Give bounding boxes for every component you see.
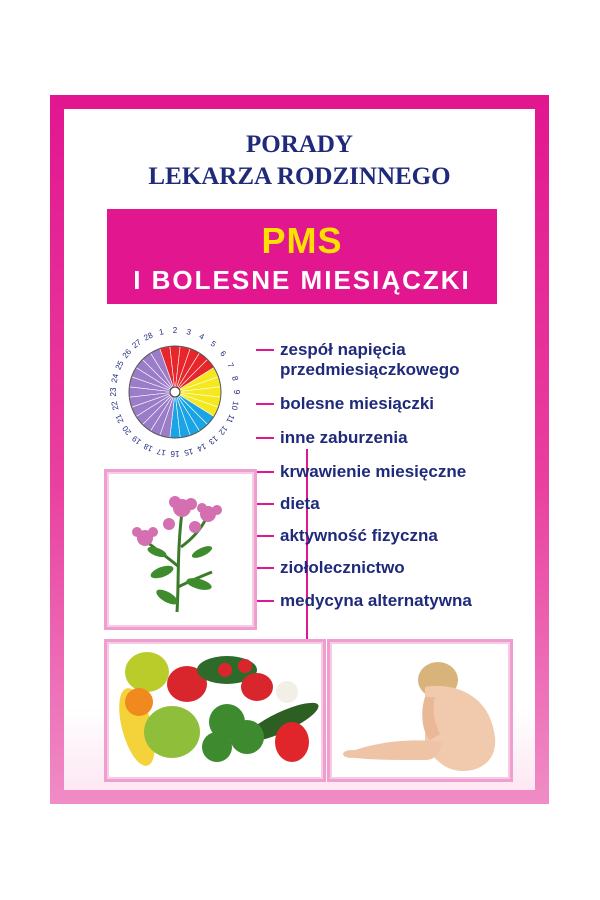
topic-item: krwawienie miesięczne xyxy=(280,461,466,482)
cycle-day-label: 28 xyxy=(142,330,155,343)
cycle-day-label: 15 xyxy=(183,446,195,458)
cycle-day-label: 9 xyxy=(232,389,241,395)
cycle-day-label: 18 xyxy=(142,441,155,454)
cycle-day-label: 13 xyxy=(207,433,220,447)
cycle-day-label: 11 xyxy=(224,412,237,425)
cycle-day-label: 17 xyxy=(155,446,167,458)
cycle-day-label: 25 xyxy=(113,359,126,372)
topic-item: dieta xyxy=(280,493,320,514)
series-title-line2: LEKARZA RODZINNEGO xyxy=(148,163,451,190)
woman-photo xyxy=(327,639,513,782)
topic-item: zespół napięcia xyxy=(280,339,406,360)
herb-plant-icon xyxy=(107,472,254,627)
cycle-day-label: 20 xyxy=(120,424,134,437)
menstrual-cycle-wheel-icon xyxy=(104,321,246,463)
cycle-day-label: 27 xyxy=(130,337,143,351)
cycle-day-label: 26 xyxy=(120,347,134,360)
cover-inner-panel xyxy=(64,109,535,790)
cycle-day-label: 14 xyxy=(195,441,208,454)
cycle-day-label: 4 xyxy=(197,331,206,342)
cycle-day-label: 8 xyxy=(230,375,240,382)
topic-item-continued: przedmiesiączkowego xyxy=(280,360,460,379)
cycle-day-label: 7 xyxy=(225,361,236,370)
book-title: PMS xyxy=(261,220,343,261)
book-subtitle: I BOLESNE MIESIĄCZKI xyxy=(133,265,471,295)
series-title-line1: PORADY xyxy=(246,131,353,158)
topic-item: inne zaburzenia xyxy=(280,427,408,448)
cycle-day-label: 21 xyxy=(113,412,126,425)
cycle-day-label: 22 xyxy=(109,400,121,412)
cycle-day-label: 1 xyxy=(158,327,165,337)
fruit-vegetable-icon xyxy=(107,642,323,779)
topic-item: ziołolecznictwo xyxy=(280,557,405,578)
cycle-day-label: 6 xyxy=(218,349,228,359)
cycle-day-label: 23 xyxy=(109,387,118,397)
topic-item: aktywność fizyczna xyxy=(280,525,438,546)
cycle-day-label: 24 xyxy=(109,372,121,384)
topic-item: bolesne miesiączki xyxy=(280,393,434,414)
topic-item: medycyna alternatywna xyxy=(280,590,472,611)
cycle-day-label: 2 xyxy=(172,326,178,335)
cycle-day-label: 5 xyxy=(208,339,218,349)
book-cover xyxy=(50,95,549,804)
title-banner xyxy=(107,209,497,304)
seated-woman-icon xyxy=(330,642,510,779)
herb-photo xyxy=(104,469,257,630)
cycle-day-label: 12 xyxy=(216,424,230,437)
cycle-day-label: 3 xyxy=(185,327,192,337)
cycle-day-label: 19 xyxy=(130,433,143,447)
cycle-day-label: 10 xyxy=(229,400,241,412)
fruits-vegetables-photo xyxy=(104,639,326,782)
cycle-wheel-hub xyxy=(170,387,180,397)
cycle-day-label: 16 xyxy=(170,449,180,458)
